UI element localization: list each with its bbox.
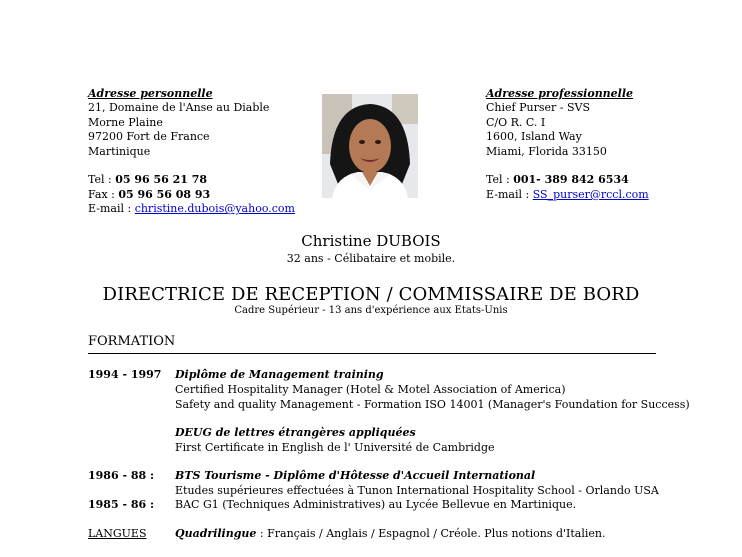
professional-tel-value: 001- 389 842 6534 — [513, 173, 629, 187]
profile-photo — [322, 94, 418, 198]
languages-detail: : Français / Anglais / Espagnol / Créole. Plus notions d'Italien. — [256, 527, 606, 540]
personal-fax-value: 05 96 56 08 93 — [118, 187, 211, 201]
professional-address-line-4: Miami, Florida 33150 — [486, 144, 607, 158]
personal-address-line-2: Morne Plaine — [88, 115, 163, 129]
professional-tel — [486, 173, 649, 187]
personal-email-label: E-mail : — [88, 202, 135, 216]
formation-line-4-1: BAC G1 (Techniques Administratives) au Lycée Bellevue en Martinique. — [175, 498, 577, 511]
candidate-tagline: 32 ans - Célibataire et mobile. — [286, 252, 456, 265]
languages-heading: Quadrilingue — [175, 527, 257, 540]
personal-address-line-4: Martinique — [88, 144, 151, 158]
personal-email — [88, 202, 295, 216]
formation-line-1-1: Certified Hospitality Manager (Hotel & Motel Association of America) — [175, 383, 566, 396]
section-divider — [88, 353, 656, 354]
personal-tel-value: 05 96 56 21 78 — [115, 173, 208, 187]
personal-fax-label: Fax : — [88, 187, 119, 201]
languages-label: LANGUES — [88, 527, 147, 540]
personal-address-line-3: 97200 Fort de France — [88, 130, 210, 144]
portrait-image — [322, 94, 418, 198]
candidate-name: Christine DUBOIS — [301, 232, 441, 250]
personal-address-line-1: 21, Domaine de l'Anse au Diable — [88, 101, 270, 115]
professional-tel-label: Tel : — [486, 173, 514, 187]
professional-email-label: E-mail : — [486, 187, 533, 201]
professional-address-line-2: C/O R. C. I — [486, 115, 546, 129]
formation-heading-1: Diplôme de Management training — [175, 368, 384, 381]
personal-address-block — [88, 87, 295, 217]
personal-fax — [88, 188, 295, 202]
languages-text — [175, 527, 605, 541]
personal-tel-label: Tel : — [88, 173, 116, 187]
job-title: DIRECTRICE DE RECEPTION / COMMISSAIRE DE BORD — [102, 284, 640, 305]
formation-date-3: 1986 - 88 : — [88, 469, 155, 482]
formation-section-title: FORMATION — [88, 334, 176, 349]
formation-heading-2: DEUG de lettres étrangères appliquées — [175, 426, 416, 439]
professional-address-line-3: 1600, Island Way — [486, 130, 582, 144]
personal-address-heading: Adresse personnelle — [88, 87, 213, 100]
formation-line-2-1: First Certificate in English de l' Université de Cambridge — [175, 441, 495, 454]
job-subtitle: Cadre Supérieur - 13 ans d'expérience aux Etats-Unis — [234, 305, 508, 316]
formation-date-4: 1985 - 86 : — [88, 498, 155, 511]
formation-date-1: 1994 - 1997 — [88, 368, 162, 381]
formation-line-1-2: Safety and quality Management - Formation ISO 14001 (Manager's Foundation for Success) — [175, 398, 690, 411]
professional-address-heading: Adresse professionnelle — [486, 87, 634, 100]
professional-address-line-1: Chief Purser - SVS — [486, 101, 590, 115]
professional-email — [486, 188, 649, 202]
personal-email-link[interactable]: christine.dubois@yahoo.com — [134, 202, 295, 216]
professional-address-block — [486, 87, 649, 202]
personal-tel — [88, 173, 295, 187]
formation-heading-3: BTS Tourisme - Diplôme d'Hôtesse d'Accueil International — [175, 469, 536, 482]
professional-email-link[interactable]: SS_purser@rccl.com — [532, 187, 649, 201]
formation-line-3-1: Etudes supérieures effectuées à Tunon International Hospitality School - Orlando USA — [175, 484, 659, 497]
